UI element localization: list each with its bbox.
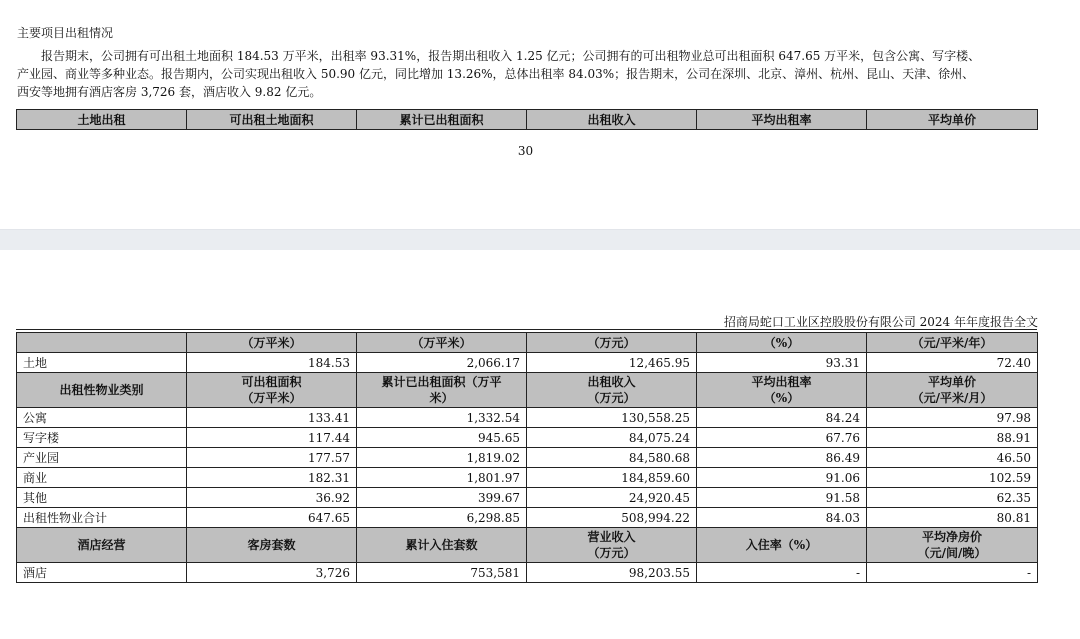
paragraph-line: 西安等地拥有酒店客房 3,726 套，酒店收入 9.82 亿元。: [17, 85, 322, 99]
header-cell: 平均单价: [867, 110, 1038, 130]
cell-value: 80.81: [867, 508, 1038, 528]
units-row: [17, 333, 1038, 353]
cell-value: 182.31: [187, 468, 357, 488]
cell-value: 1,819.02: [357, 448, 527, 468]
header-divider: [16, 329, 1037, 330]
header-cell: [187, 373, 357, 408]
cell-value: 2,066.17: [357, 353, 527, 373]
cell-value: 67.76: [697, 428, 867, 448]
cell-value: 91.58: [697, 488, 867, 508]
cell-value: 130,558.25: [527, 408, 697, 428]
row-label: 产业园: [17, 448, 187, 468]
header-cell: 酒店经营: [17, 528, 187, 563]
cell-value: 184.53: [187, 353, 357, 373]
header-line: 营业收入: [587, 530, 636, 544]
cell-value: 88.91: [867, 428, 1038, 448]
header-line: 可出租面积: [241, 375, 302, 389]
header-line: （元/间/晚）: [917, 546, 987, 560]
cell-value: 399.67: [357, 488, 527, 508]
land-rental-header-table: [16, 109, 1038, 130]
cell-value: 1,801.97: [357, 468, 527, 488]
table-row: [17, 408, 1038, 428]
header-cell: [527, 528, 697, 563]
cell-value: 117.44: [187, 428, 357, 448]
cell-value: 508,994.22: [527, 508, 697, 528]
report-running-header: 招商局蛇口工业区控股股份有限公司 2024 年年度报告全文: [723, 315, 1038, 329]
cell-value: 91.06: [697, 468, 867, 488]
cell-value: 84.03: [697, 508, 867, 528]
header-line: （万平米）: [241, 391, 302, 405]
cell-value: 3,726: [187, 563, 357, 583]
table-row: [17, 353, 1038, 373]
report-page-upper: [0, 0, 1080, 229]
cell-value: 945.65: [357, 428, 527, 448]
header-line: （万元）: [587, 546, 636, 560]
row-label: 出租性物业合计: [17, 508, 187, 528]
header-cell: [697, 373, 867, 408]
header-cell: 入住率（%）: [697, 528, 867, 563]
cell-value: 36.92: [187, 488, 357, 508]
header-cell: 土地出租: [17, 110, 187, 130]
row-label: 写字楼: [17, 428, 187, 448]
row-label: 酒店: [17, 563, 187, 583]
cell-value: 72.40: [867, 353, 1038, 373]
cell-value: 98,203.55: [527, 563, 697, 583]
header-cell: 出租性物业类别: [17, 373, 187, 408]
header-line: （%）: [763, 391, 800, 405]
cell-value: 1,332.54: [357, 408, 527, 428]
cell-value: 84.24: [697, 408, 867, 428]
header-cell: 出租收入: [527, 110, 697, 130]
header-cell: （万元）: [527, 333, 697, 353]
row-label: 商业: [17, 468, 187, 488]
header-cell: [867, 528, 1038, 563]
header-cell: [17, 333, 187, 353]
header-line: 平均出租率: [751, 375, 812, 389]
cell-value: 24,920.45: [527, 488, 697, 508]
header-cell: 累计入住套数: [357, 528, 527, 563]
section-title: 主要项目出租情况: [17, 26, 114, 40]
cell-value: 12,465.95: [527, 353, 697, 373]
header-cell: （万平米）: [187, 333, 357, 353]
table-row: [17, 488, 1038, 508]
header-cell: （万平米）: [357, 333, 527, 353]
page-separator: [0, 229, 1080, 250]
header-cell: [357, 373, 527, 408]
table-row-total: [17, 508, 1038, 528]
table-row: [17, 428, 1038, 448]
cell-value: 102.59: [867, 468, 1038, 488]
header-cell: 客房套数: [187, 528, 357, 563]
cell-value: -: [697, 563, 867, 583]
rental-table: [16, 332, 1038, 583]
paragraph-line: 报告期末，公司拥有可出租土地面积 184.53 万平米，出租率 93.31%，报告期出租收入 1.25 亿元；公司拥有的可出租物业总可出租面积 647.65 万平米，包含公寓、写字楼、: [41, 49, 981, 63]
cell-value: 62.35: [867, 488, 1038, 508]
paragraph-line: 产业园、商业等多种业态。报告期内，公司实现出租收入 50.90 亿元，同比增加 13.26%，总体出租率 84.03%；报告期末，公司在深圳、北京、漳州、杭州、昆山、天津、徐州、: [17, 67, 975, 81]
header-cell: 累计已出租面积: [357, 110, 527, 130]
cell-value: 93.31: [697, 353, 867, 373]
cell-value: 177.57: [187, 448, 357, 468]
header-line: 米）: [429, 391, 454, 405]
header-line: 平均净房价: [921, 530, 982, 544]
header-cell: （%）: [697, 333, 867, 353]
table-header-row: [17, 110, 1038, 130]
row-label: 其他: [17, 488, 187, 508]
cell-value: 84,580.68: [527, 448, 697, 468]
table-row: [17, 448, 1038, 468]
header-line: 平均单价: [927, 375, 976, 389]
hotel-header-row: [17, 528, 1038, 563]
row-label: 公寓: [17, 408, 187, 428]
header-cell: [867, 373, 1038, 408]
summary-paragraph: [17, 47, 1047, 101]
cell-value: 46.50: [867, 448, 1038, 468]
header-line: （万元）: [587, 391, 636, 405]
header-cell: 可出租土地面积: [187, 110, 357, 130]
cell-value: 184,859.60: [527, 468, 697, 488]
header-cell: 平均出租率: [697, 110, 867, 130]
cell-value: 133.41: [187, 408, 357, 428]
cell-value: 86.49: [697, 448, 867, 468]
header-line: （元/平米/月）: [911, 391, 993, 405]
header-line: 累计已出租面积（万平: [381, 375, 502, 389]
cell-value: -: [867, 563, 1038, 583]
header-cell: （元/平米/年）: [867, 333, 1038, 353]
page-number: 30: [517, 144, 534, 158]
cell-value: 97.98: [867, 408, 1038, 428]
row-label: 土地: [17, 353, 187, 373]
table-row: [17, 563, 1038, 583]
cell-value: 6,298.85: [357, 508, 527, 528]
cell-value: 84,075.24: [527, 428, 697, 448]
table-row: [17, 468, 1038, 488]
header-line: 出租收入: [587, 375, 636, 389]
header-cell: [527, 373, 697, 408]
property-header-row: [17, 373, 1038, 408]
cell-value: 753,581: [357, 563, 527, 583]
cell-value: 647.65: [187, 508, 357, 528]
